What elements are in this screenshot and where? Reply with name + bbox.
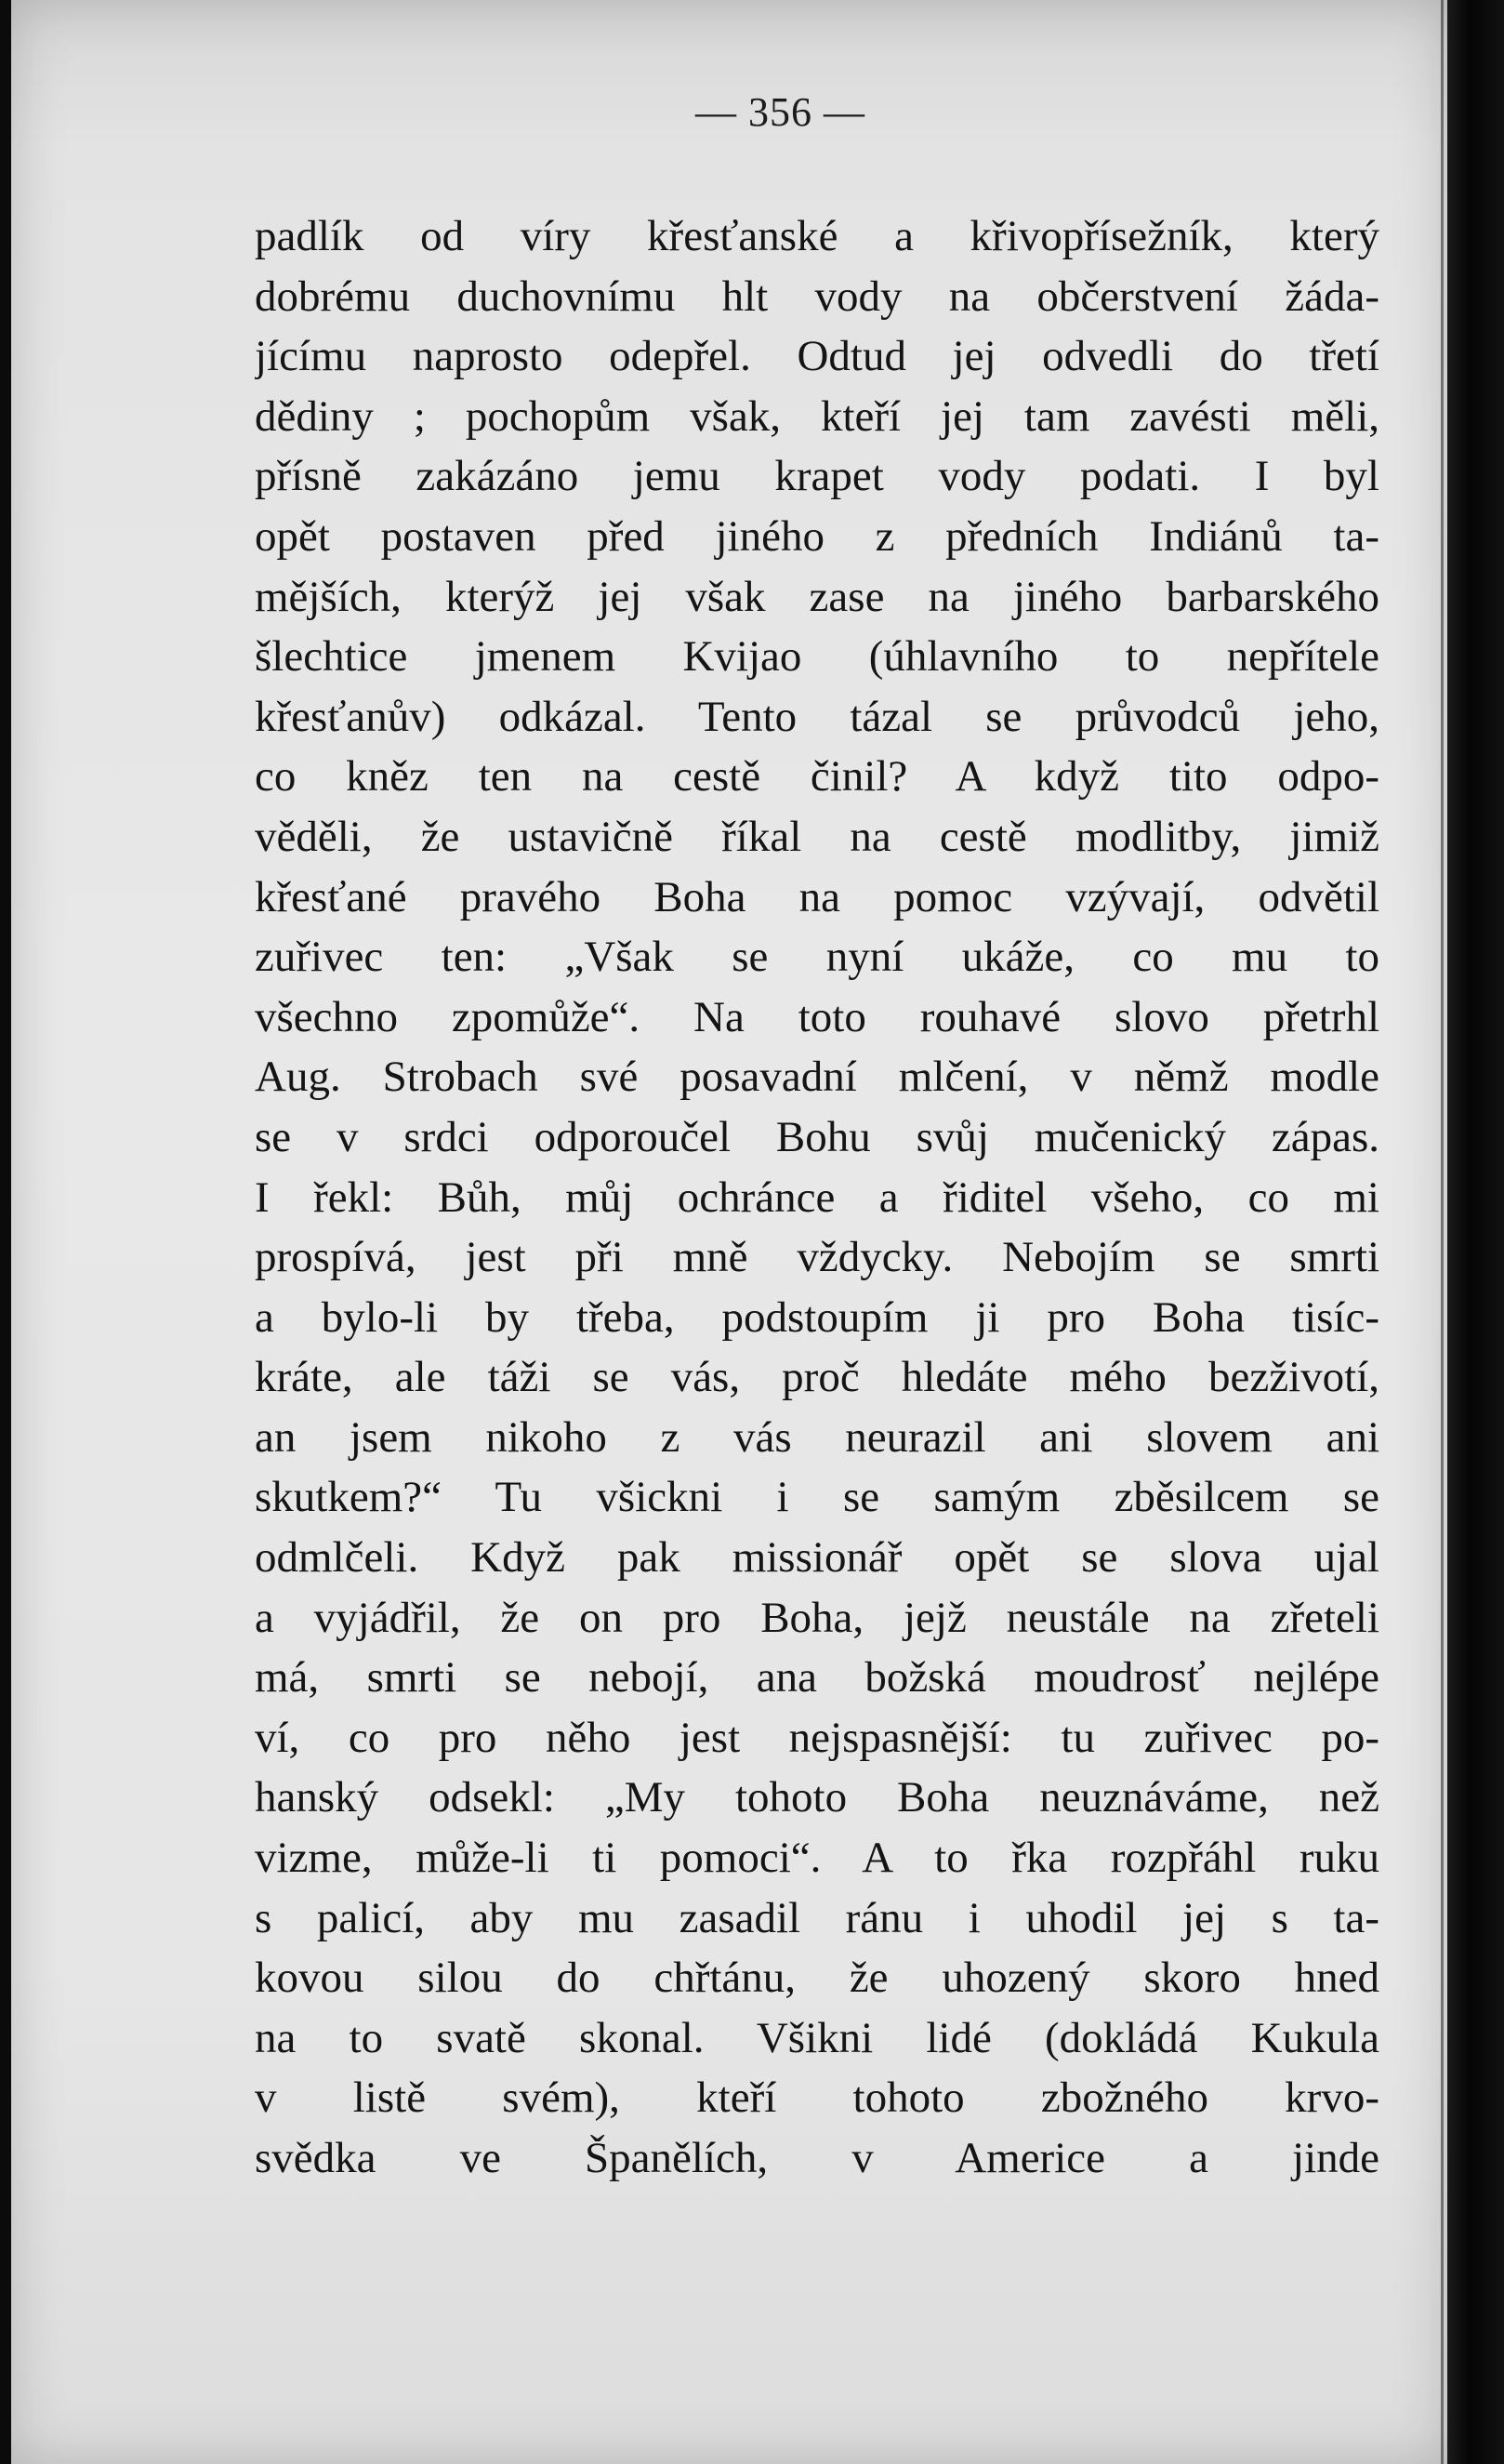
text-line: a bylo-li by třeba, podstoupím ji pro Boha tisíc- bbox=[255, 1292, 1379, 1342]
body-text bbox=[255, 206, 1379, 2189]
text-line: co kněz ten na cestě činil? A když tito odpo- bbox=[255, 752, 1379, 801]
text-line: mějších, kterýž jej však zase na jiného barbarského bbox=[255, 572, 1379, 621]
text-line: dědiny ; pochopům však, kteří jej tam zavésti měli, bbox=[255, 391, 1379, 441]
text-line: an jsem nikoho z vás neurazil ani slovem ani bbox=[255, 1412, 1379, 1462]
text-line: padlík od víry křesťanské a křivopřísežník, který bbox=[255, 212, 1379, 260]
book-page bbox=[11, 0, 1447, 2464]
text-line: se v srdci odporoučel Bohu svůj mučenický zápas. bbox=[255, 1112, 1379, 1161]
text-line: skutkem?“ Tu všickni i se samým zběsilcem se bbox=[255, 1473, 1379, 1522]
page-number: — 356 — bbox=[695, 89, 865, 135]
text-line: v listě svém), kteří tohoto zbožného krvo- bbox=[255, 2073, 1379, 2123]
text-line: ví, co pro něho jest nejspasnější: tu zuřivec po- bbox=[255, 1713, 1379, 1762]
text-line: Aug. Strobach své posavadní mlčení, v němž modle bbox=[255, 1053, 1379, 1102]
text-line: hanský odsekl: „My tohoto Boha neuznáváme, než bbox=[255, 1773, 1379, 1822]
text-line: vizme, může-li ti pomoci“. A to řka rozpřáhl ruku bbox=[255, 1834, 1379, 1883]
text-line: a vyjádřil, že on pro Boha, jejž neustále na zřeteli bbox=[255, 1593, 1379, 1642]
text-line: křesťané pravého Boha na pomoc vzývají, odvětil bbox=[255, 872, 1379, 921]
text-line: jícímu naprosto odepřel. Odtud jej odvedli do třetí bbox=[255, 332, 1379, 381]
text-line: přísně zakázáno jemu krapet vody podati. I byl bbox=[255, 452, 1379, 501]
text-line: šlechtice jmenem Kvijao (úhlavního to nepřítele bbox=[255, 632, 1379, 682]
text-line: křesťanův) odkázal. Tento tázal se průvodců jeho, bbox=[255, 692, 1379, 741]
text-line: svědka ve Španělích, v Americe a jinde bbox=[255, 2134, 1379, 2182]
text-line: na to svatě skonal. Všikni lidé (dokládá Kukula bbox=[255, 2013, 1379, 2062]
text-line: zuřivec ten: „Však se nyní ukáže, co mu to bbox=[255, 933, 1379, 982]
text-line: věděli, že ustavičně říkal na cestě modlitby, jimiž bbox=[255, 812, 1379, 861]
text-line: všechno zpomůže“. Na toto rouhavé slovo přetrhl bbox=[255, 992, 1379, 1041]
scan-dark-border bbox=[1447, 0, 1504, 2464]
text-line: kráte, ale táži se vás, proč hledáte mého bezživotí, bbox=[255, 1353, 1379, 1402]
text-line: odmlčeli. Když pak missionář opět se slova ujal bbox=[255, 1533, 1379, 1583]
text-line: I řekl: Bůh, můj ochránce a řiditel všeho, co mi bbox=[255, 1172, 1379, 1222]
text-line: opět postaven před jiného z předních Indiánů ta- bbox=[255, 511, 1379, 561]
page-edge-shadow bbox=[1441, 0, 1444, 2464]
text-line: prospívá, jest při mně vždycky. Nebojím se smrti bbox=[255, 1233, 1379, 1282]
text-line: má, smrti se nebojí, ana božská moudrosť nejlépe bbox=[255, 1653, 1379, 1702]
text-line: dobrému duchovnímu hlt vody na občerstvení žáda- bbox=[255, 272, 1379, 321]
text-line: kovou silou do chřtánu, že uhozený skoro hned bbox=[255, 1954, 1379, 2003]
text-line: s palicí, aby mu zasadil ránu i uhodil jej s ta- bbox=[255, 1893, 1379, 1942]
